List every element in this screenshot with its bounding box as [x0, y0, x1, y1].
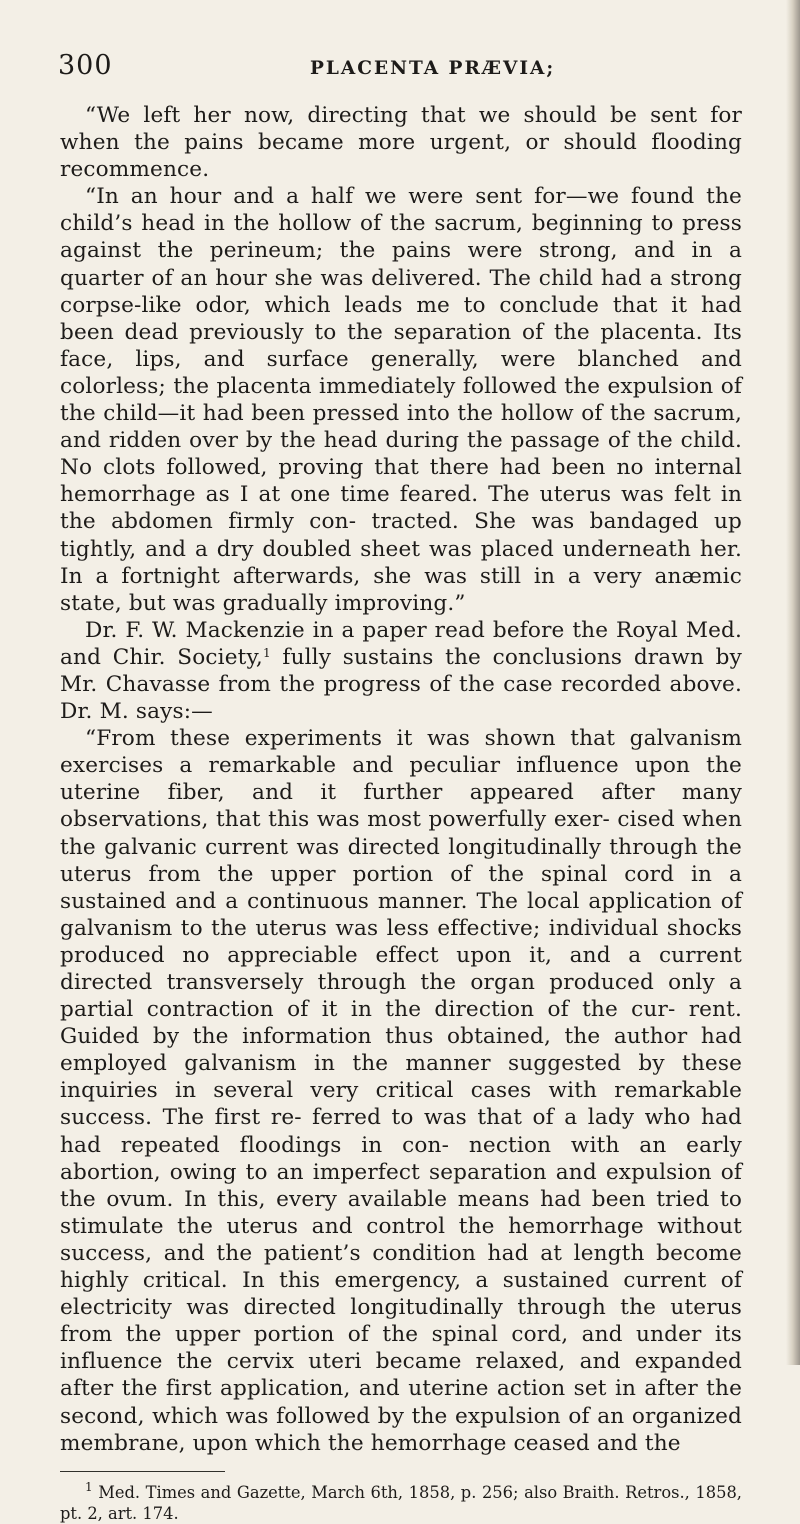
page-number: 300: [58, 50, 113, 81]
reference-text-end: fully sustains the conclusions drawn by Mr. Chavasse from the progress of the case recorded above. Dr. M. says:—: [60, 644, 742, 725]
footnote-divider: [60, 1471, 225, 1472]
body-text: [60, 102, 742, 1457]
footnote-number: 1: [85, 1479, 93, 1494]
running-title: PLACENTA PRÆVIA;: [310, 58, 556, 79]
paragraph-3: [60, 617, 742, 725]
paragraph-2: “In an hour and a half we were sent for—we found the child’s head in the hollow of the sacrum, beginning to press against the perineum; the pains were strong, and in a quarter of an hour she was delivered. The child had a strong corpse-like odor, which leads me to conclude that it had been dead previously to the separation of the placenta. Its face, lips, and surface generally, were blanched and colorless; the placenta immediately followed the expulsion of the child—it had been pressed into the hollow of the sacrum, and ridden over by the head during the passage of the child. No clots followed, proving that there had been no internal hemorrhage as I at one time feared. The uterus was felt in the abdomen firmly con- tracted. She was bandaged up tightly, and a dry doubled sheet was placed underneath her. In a fortnight afterwards, she was still in a very anæmic state, but was gradually improving.”: [60, 184, 742, 616]
footnote-text: Med. Times and Gazette, March 6th, 1858, p. 256; also Braith. Retros., 1858, pt. 2, art. 174.: [60, 1482, 742, 1523]
paragraph-4: “From these experiments it was shown that galvanism exercises a remarkable and peculiar influence upon the uterine fiber, and it further appeared after many observations, that this was most powerfully exer- cised when the galvanic current was directed longitudinally through the uterus from the upper portion of the spinal cord in a sustained and a continuous manner. The local application of galvanism to the uterus was less effective; individual shocks produced no appreciable effect upon it, and a current directed transversely through the organ produced only a partial contraction of it in the direction of the cur- rent. Guided by the information thus obtained, the author had employed galvanism in the manner suggested by these inquiries in several very critical cases with remarkable success. The first re- ferred to was that of a lady who had had repeated floodings in con- nection with an early abortion, owing to an imperfect separation and expulsion of the ovum. In this, every available means had been tried to stimulate the uterus and control the hemorrhage without success, and the patient’s condition had at length become highly critical. In this emergency, a sustained current of electricity was directed longitudinally through the uterus from the upper portion of the spinal cord, and under its influence the cervix uteri became relaxed, and expanded after the first application, and uterine action set in after the second, which was followed by the expulsion of an organized membrane, upon which the hemorrhage ceased and the: [60, 726, 742, 1456]
footnote-marker: 1: [262, 645, 271, 660]
reference-text-start: Dr. F. W. Mackenzie in a paper read before the Royal Med. and Chir. Society,: [60, 617, 742, 670]
footnote: [60, 1479, 742, 1524]
running-head: [60, 40, 742, 84]
page-edge-shadow: [786, 0, 800, 1365]
paragraph-1: “We left her now, directing that we should be sent for when the pains became more urgent, or should flooding recommence.: [60, 103, 742, 183]
